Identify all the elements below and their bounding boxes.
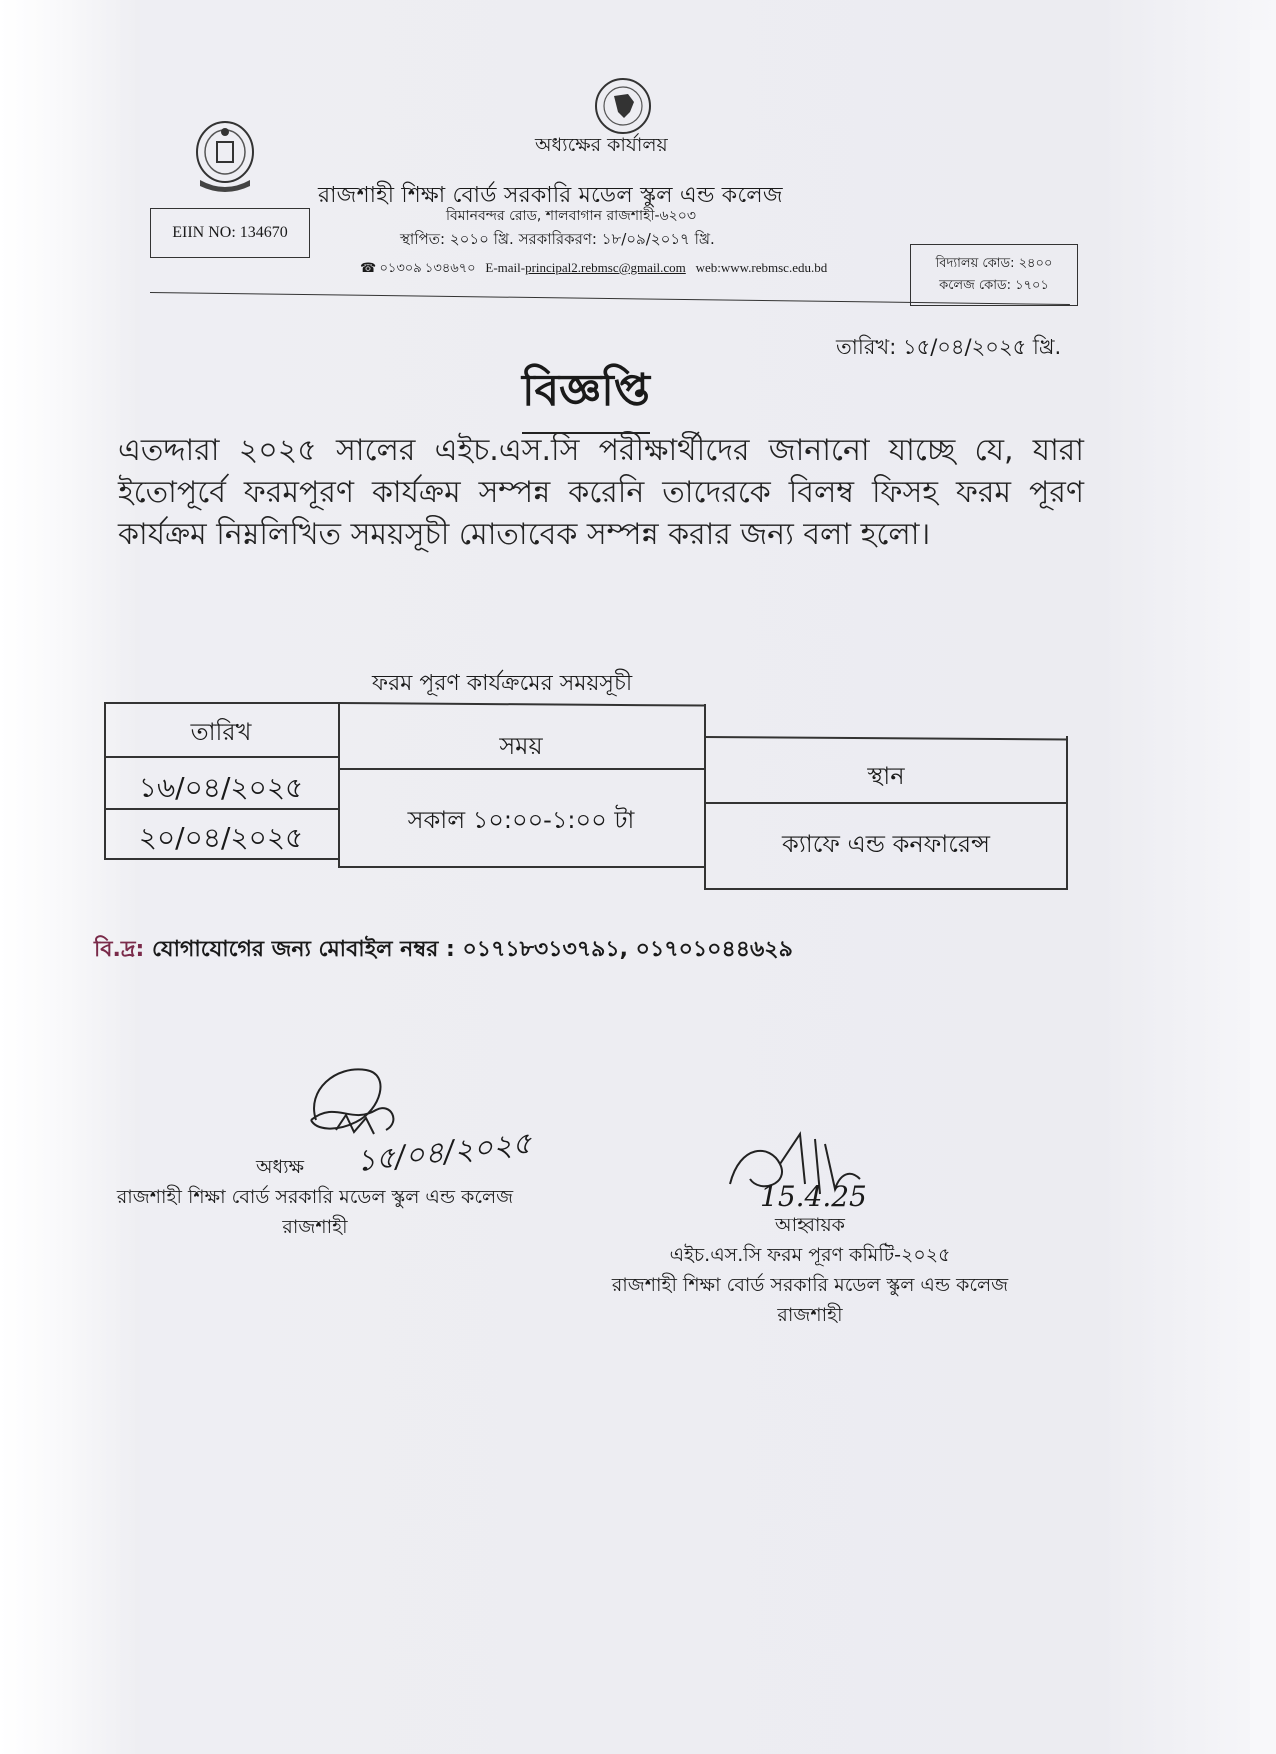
- convener-city: রাজশাহী: [777, 1304, 843, 1326]
- phone-number: ০১৩০৯ ১৩৪৬৭০: [379, 260, 476, 275]
- table-time-header-line: [338, 768, 704, 770]
- principal-handwritten-date: ১৫/০৪/২০২৫: [354, 1125, 534, 1180]
- table-border-bottom-mid: [338, 866, 704, 868]
- scan-margin-right: [1250, 30, 1276, 1754]
- school-emblem-icon: [190, 118, 260, 192]
- eiin-box: [150, 208, 310, 258]
- notice-date: তারিখ: ১৫/০৪/২০২৫ খ্রি.: [836, 335, 1062, 359]
- principal-city: রাজশাহী: [282, 1216, 348, 1238]
- principal-signature-block: [80, 1152, 550, 1242]
- table-border-top-mid: [338, 702, 704, 706]
- contact-line: [360, 259, 827, 280]
- schedule-place: ক্যাফে এন্ড কনফারেন্স: [782, 830, 990, 858]
- table-place-header-line: [704, 802, 1068, 804]
- header-date: তারিখ: [190, 718, 252, 746]
- table-border-top-right: [704, 736, 1068, 740]
- convener-org: রাজশাহী শিক্ষা বোর্ড সরকারি মডেল স্কুল এন্ড কলেজ: [611, 1274, 1009, 1296]
- schedule-table: [100, 702, 1068, 902]
- school-name: রাজশাহী শিক্ষা বোর্ড সরকারি মডেল স্কুল এন্ড কলেজ: [318, 183, 783, 208]
- schedule-time: সকাল ১০:০০-১:০০ টা: [407, 806, 635, 834]
- table-border-bottom-right: [704, 888, 1068, 890]
- header-place: স্থান: [867, 762, 905, 790]
- school-address: বিমানবন্দর রোড, শালবাগান রাজশাহী-৬২০৩: [446, 208, 696, 224]
- notice-title: বিজ্ঞপ্তি: [522, 357, 650, 434]
- header-time: সময়: [499, 732, 543, 760]
- contact-note: [94, 932, 793, 969]
- table-date-header-line: [104, 756, 338, 758]
- principal-org: রাজশাহী শিক্ষা বোর্ড সরকারি মডেল স্কুল এন্ড কলেজ: [116, 1186, 514, 1208]
- schedule-title: ফরম পূরণ কার্যক্রমের সময়সূচী: [372, 671, 633, 696]
- notice-body: এতদ্দারা ২০২৫ সালের এইচ.এস.সি পরীক্ষার্থীদের জানানো যাচ্ছে যে, যারা ইতোপূর্বে ফরমপূরণ কার্যক্রম সম্পন্ন করেনি তাদেরকে বিলম্ব ফিসহ ফরম পূরণ কার্যক্রম নিম্নলিখিত সময়সূচী মোতাবেক সম্পন্ন করার জন্য বলা হলো।: [118, 433, 1084, 552]
- email-link[interactable]: principal2.rebmsc@gmail.com: [525, 260, 686, 275]
- convener-handwritten-date: 15.4.25: [760, 1180, 867, 1213]
- office-title: অধ্যক্ষের কার্যালয়: [535, 134, 668, 156]
- bangladesh-govt-seal-icon: [590, 76, 656, 136]
- code-box: [910, 244, 1078, 306]
- email-prefix: E-mail-: [485, 260, 526, 275]
- schedule-date-2: ২০/০৪/২০২৫: [138, 821, 304, 854]
- convener-title: আহ্বায়ক: [775, 1214, 845, 1236]
- table-border-top-left: [106, 702, 338, 704]
- convener-signature-block: [580, 1210, 1040, 1330]
- eiin-number: EIIN NO: 134670: [172, 224, 288, 241]
- principal-title: অধ্যক্ষ: [255, 1156, 304, 1178]
- note-prefix: বি.দ্র:: [94, 937, 145, 962]
- schedule-date-1: ১৬/০৪/২০২৫: [138, 771, 304, 804]
- convener-committee: এইচ.এস.সি ফরম পূরণ কমিটি-২০২৫: [669, 1244, 951, 1266]
- phone-icon: ☎: [360, 260, 377, 275]
- website-link[interactable]: web:www.rebmsc.edu.bd: [695, 260, 828, 275]
- school-code: বিদ্যালয় কোড: ২৪০০: [935, 256, 1053, 271]
- note-text: যোগাযোগের জন্য মোবাইল নম্বর : ০১৭১৮৩১৩৭৯১, ০১৭০১০৪৪৬২৯: [152, 937, 793, 962]
- college-code: কলেজ কোড: ১৭০১: [939, 278, 1049, 293]
- established-info: স্থাপিত: ২০১০ খ্রি. সরকারিকরণ: ১৮/০৯/২০১৭ খ্রি.: [400, 230, 715, 248]
